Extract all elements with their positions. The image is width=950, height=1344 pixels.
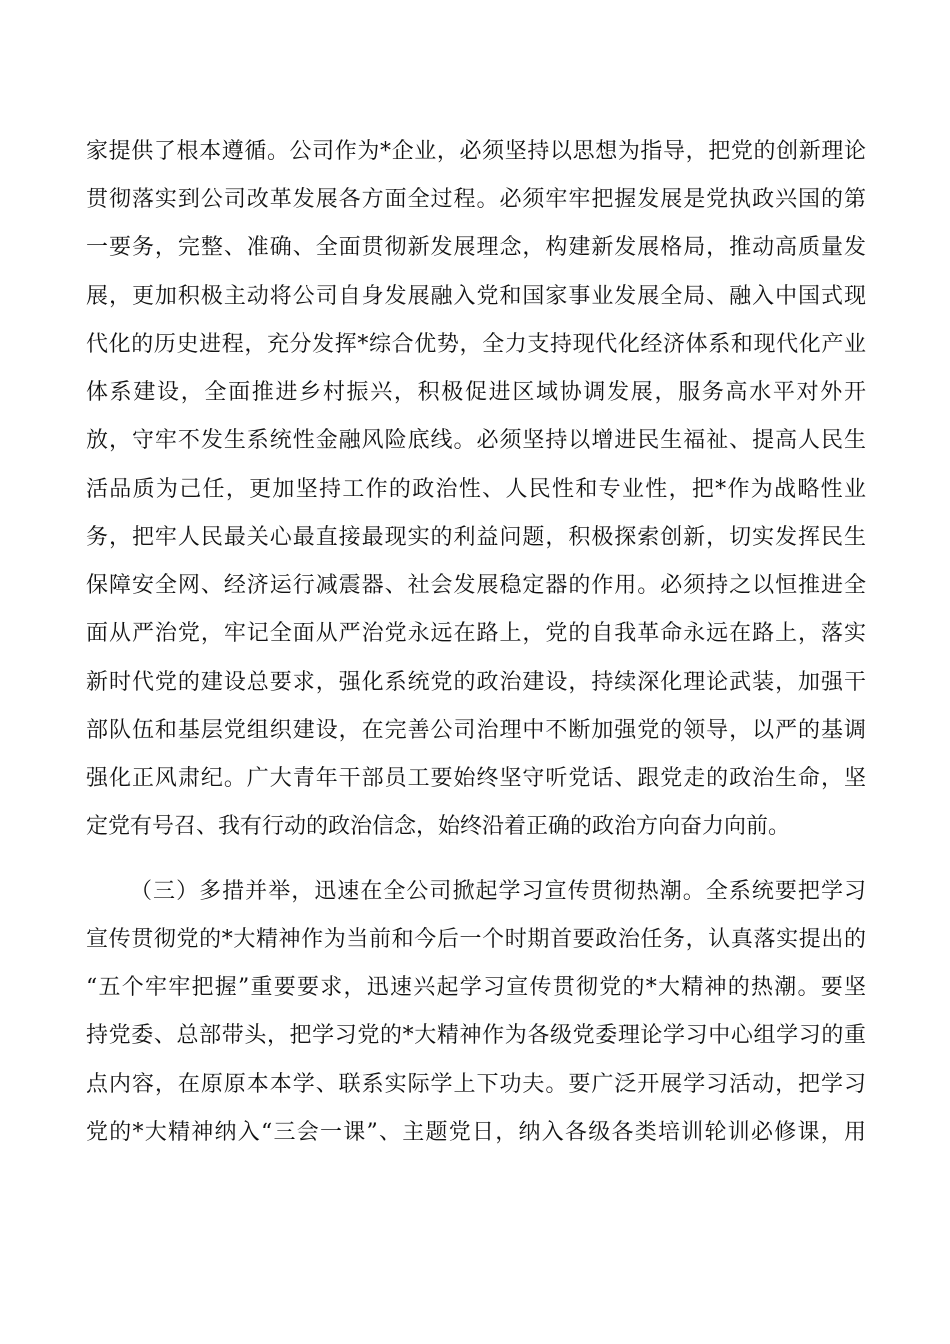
text-line-6: 体系建设，全面推进乡村振兴，积极促进区域协调发展，服务高水平对外开 bbox=[86, 380, 866, 405]
text-line-1: 家提供了根本遵循。公司作为*企业，必须坚持以思想为指导，把党的创新理论 bbox=[86, 139, 866, 164]
text-line-2: 贯彻落实到公司改革发展各方面全过程。必须牢牢把握发展是党执政兴国的第 bbox=[86, 187, 866, 212]
text-line-7: 放，守牢不发生系统性金融风险底线。必须坚持以增进民生福祉、提高人民生 bbox=[86, 428, 866, 453]
text-line-19: 持党委、总部带头，把学习党的*大精神作为各级党委理论学习中心组学习的重 bbox=[86, 1023, 866, 1048]
section-heading-line: （三）多措并举，迅速在全公司掀起学习宣传贯彻热潮。全系统要把学习 bbox=[130, 879, 866, 904]
text-line-4: 展，更加积极主动将公司自身发展融入党和国家事业发展全局、融入中国式现 bbox=[86, 284, 866, 309]
text-line-15: 定党有号召、我有行动的政治信念，始终沿着正确的政治方向奋力向前。 bbox=[86, 814, 791, 839]
text-line-18: “五个牢牢把握”重要要求，迅速兴起学习宣传贯彻党的*大精神的热潮。要坚 bbox=[86, 975, 866, 1000]
text-line-14: 强化正风肃纪。广大青年干部员工要始终坚守听党话、跟党走的政治生命，坚 bbox=[86, 766, 866, 791]
text-line-10: 保障安全网、经济运行减震器、社会发展稳定器的作用。必须持之以恒推进全 bbox=[86, 573, 866, 598]
text-line-21: 党的*大精神纳入“三会一课”、主题党日，纳入各级各类培训轮训必修课，用 bbox=[86, 1120, 866, 1145]
text-line-3: 一要务，完整、准确、全面贯彻新发展理念，构建新发展格局，推动高质量发 bbox=[86, 235, 866, 260]
text-line-5: 代化的历史进程，充分发挥*综合优势，全力支持现代化经济体系和现代化产业 bbox=[86, 332, 866, 357]
text-line-11: 面从严治党，牢记全面从严治党永远在路上，党的自我革命永远在路上，落实 bbox=[86, 621, 866, 646]
text-line-13: 部队伍和基层党组织建设，在完善公司治理中不断加强党的领导，以严的基调 bbox=[86, 718, 866, 743]
text-line-9: 务，把牢人民最关心最直接最现实的利益问题，积极探索创新，切实发挥民生 bbox=[86, 525, 866, 550]
text-line-12: 新时代党的建设总要求，强化系统党的政治建设，持续深化理论武装，加强干 bbox=[86, 670, 866, 695]
text-line-8: 活品质为己任，更加坚持工作的政治性、人民性和专业性，把*作为战略性业 bbox=[86, 477, 866, 502]
text-line-20: 点内容，在原原本本学、联系实际学上下功夫。要广泛开展学习活动，把学习 bbox=[86, 1072, 866, 1097]
text-line-17: 宣传贯彻党的*大精神作为当前和今后一个时期首要政治任务，认真落实提出的 bbox=[86, 927, 866, 952]
